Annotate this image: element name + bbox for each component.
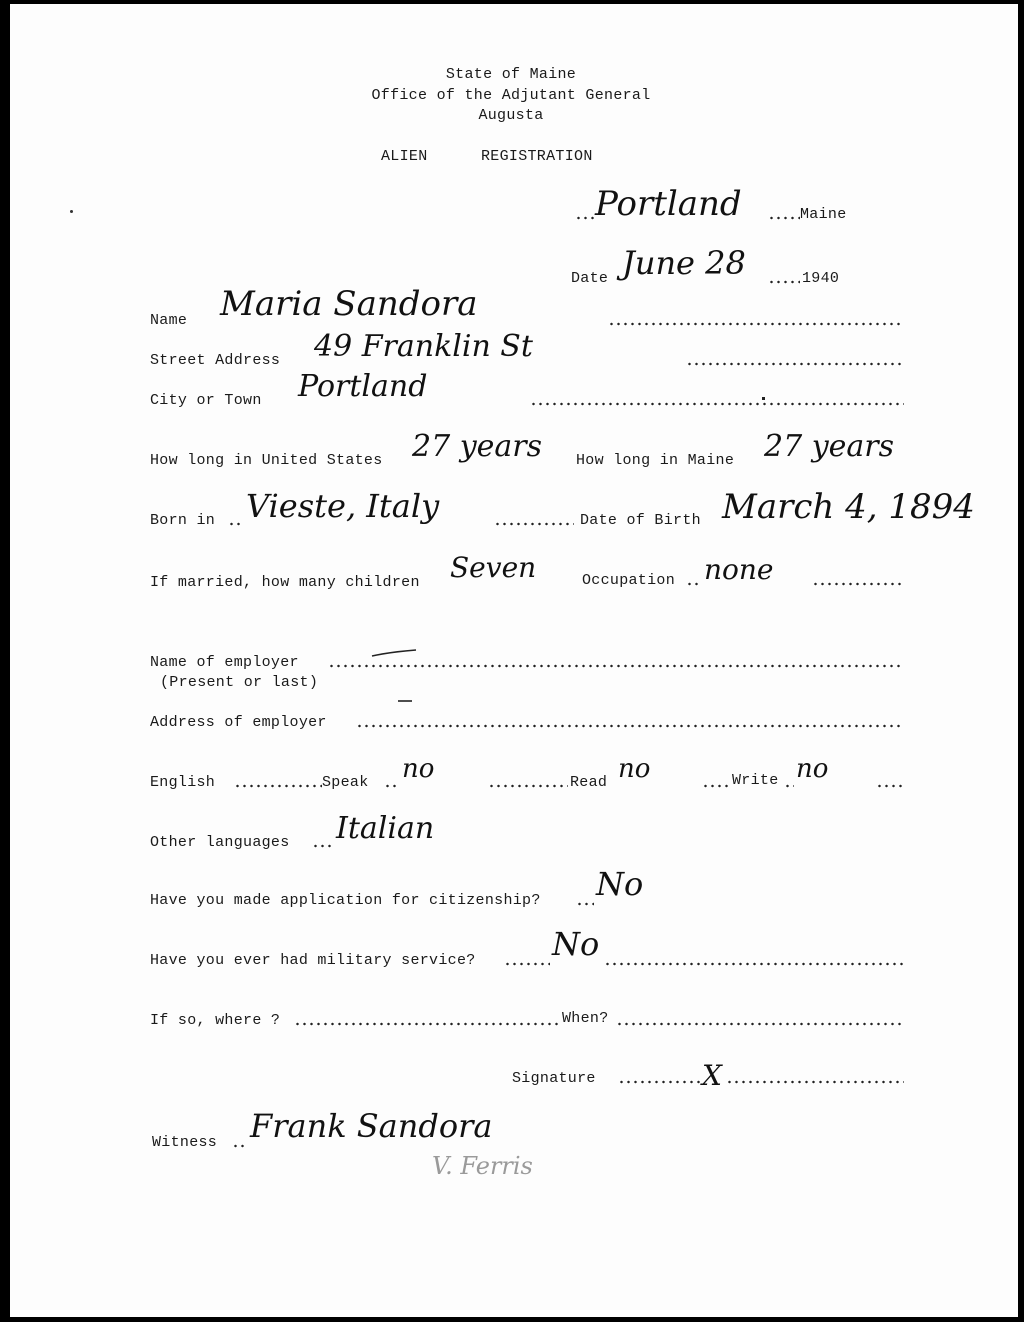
street-value: 49 Franklin St	[314, 329, 533, 364]
us-stay-label: How long in United States	[150, 452, 383, 469]
occupation-value: none	[704, 553, 774, 586]
place-leader	[575, 216, 595, 220]
dob-label: Date of Birth	[580, 512, 701, 529]
children-value: Seven	[450, 551, 537, 584]
citizenship-value: No	[596, 865, 644, 903]
date-value: June 28	[622, 244, 746, 282]
english-write-value: no	[796, 754, 829, 784]
employer-label: Name of employer	[150, 654, 299, 671]
witness-label: Witness	[152, 1134, 218, 1151]
english-speak-line	[488, 784, 568, 788]
english-read-line	[702, 784, 732, 788]
signature-value: X	[702, 1059, 722, 1092]
city-town-label: City or Town	[150, 392, 262, 409]
speck	[70, 210, 73, 213]
signature-label: Signature	[512, 1070, 596, 1087]
maine-stay-value: 27 years	[764, 429, 895, 464]
employer-sub-label: (Present or last)	[160, 674, 319, 691]
employer-dash-mark	[370, 648, 420, 660]
born-value: Vieste, Italy	[246, 487, 440, 525]
children-label: If married, how many children	[150, 574, 420, 591]
signature-line	[726, 1080, 904, 1084]
english-leader	[234, 784, 322, 788]
english-speak-leader	[384, 784, 400, 788]
occupation-line	[812, 582, 904, 586]
speck	[762, 397, 765, 400]
witness-value: Frank Sandora	[250, 1107, 493, 1145]
born-label: Born in	[150, 512, 216, 529]
header-office: Office of the Adjutant General	[371, 87, 651, 104]
other-languages-label: Other languages	[150, 834, 290, 851]
english-read-label: Read	[570, 774, 608, 791]
name-line	[608, 322, 904, 326]
header-city: Augusta	[478, 107, 544, 124]
employer-address-dash-mark	[396, 698, 416, 704]
city-town-value: Portland	[298, 369, 428, 404]
registration-form	[10, 4, 1018, 1317]
us-stay-value: 27 years	[412, 429, 543, 464]
form-title-registration: REGISTRATION	[481, 148, 593, 165]
employer-line	[328, 664, 904, 668]
signature-leader	[618, 1080, 702, 1084]
citizenship-leader	[576, 902, 594, 906]
street-label: Street Address	[150, 352, 281, 369]
street-line	[686, 362, 904, 366]
english-write-line	[876, 784, 904, 788]
place-trailer	[768, 216, 800, 220]
city-town-line	[530, 402, 904, 406]
date-year: 1940	[802, 270, 840, 287]
name-label: Name	[150, 312, 188, 329]
date-trailer	[768, 280, 800, 284]
military-where-label: If so, where ?	[150, 1012, 281, 1029]
military-when-line	[616, 1022, 904, 1026]
name-value: Maria Sandora	[220, 284, 478, 324]
employer-address-label: Address of employer	[150, 714, 327, 731]
military-where-line	[294, 1022, 562, 1026]
employer-address-line	[356, 724, 904, 728]
english-speak-value: no	[402, 754, 435, 784]
military-when-label: When?	[562, 1010, 609, 1027]
born-line	[494, 522, 574, 526]
place-suffix: Maine	[800, 206, 847, 223]
occupation-leader	[686, 582, 700, 586]
english-write-label: Write	[732, 772, 779, 789]
form-title-alien: ALIEN	[381, 148, 428, 165]
witness-leader	[232, 1144, 248, 1148]
other-languages-value: Italian	[336, 811, 435, 846]
date-label: Date	[571, 270, 609, 287]
english-write-leader	[784, 784, 794, 788]
maine-stay-label: How long in Maine	[576, 452, 735, 469]
military-leader	[504, 962, 550, 966]
military-value: No	[552, 925, 600, 963]
born-leader	[228, 522, 244, 526]
other-languages-leader	[312, 844, 334, 848]
place-value: Portland	[595, 184, 742, 224]
english-label: English	[150, 774, 216, 791]
dob-value: March 4, 1894	[722, 487, 975, 527]
header-state: State of Maine	[445, 66, 577, 83]
english-read-value: no	[618, 754, 651, 784]
citizenship-label: Have you made application for citizenship?	[150, 892, 541, 909]
military-label: Have you ever had military service?	[150, 952, 476, 969]
occupation-label: Occupation	[582, 572, 676, 589]
witness-note: V. Ferris	[432, 1152, 533, 1180]
military-line	[604, 962, 904, 966]
english-speak-label: Speak	[322, 774, 369, 791]
